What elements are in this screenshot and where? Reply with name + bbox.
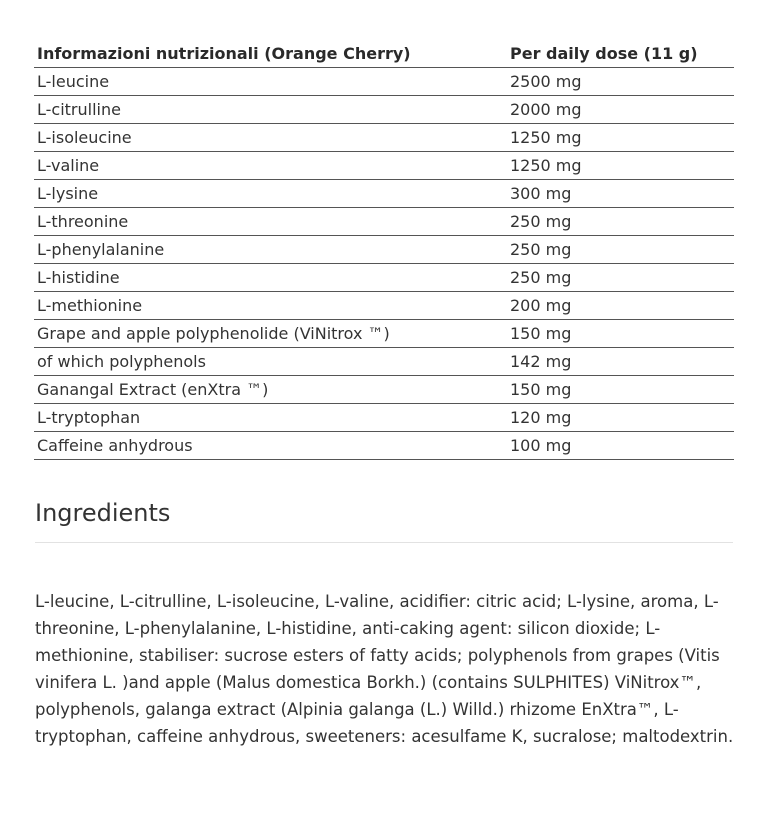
table-row [34, 208, 734, 236]
table-row [34, 376, 734, 404]
nutrient-name: L-isoleucine [34, 124, 507, 152]
nutrient-amount: 200 mg [507, 292, 734, 320]
table-row [34, 124, 734, 152]
nutrient-amount: 250 mg [507, 208, 734, 236]
nutrient-name: L-phenylalanine [34, 236, 507, 264]
table-row [34, 180, 734, 208]
nutrient-name: L-methionine [34, 292, 507, 320]
column-header-dose: Per daily dose (11 g) [507, 40, 734, 68]
table-row [34, 264, 734, 292]
nutrient-amount: 120 mg [507, 404, 734, 432]
nutrient-name: L-valine [34, 152, 507, 180]
nutrient-name: Ganangal Extract (enXtra ™) [34, 376, 507, 404]
table-row [34, 152, 734, 180]
nutrition-table [34, 40, 734, 460]
table-row [34, 432, 734, 460]
nutrient-amount: 250 mg [507, 236, 734, 264]
nutrient-amount: 100 mg [507, 432, 734, 460]
section-divider [35, 542, 733, 543]
table-row [34, 68, 734, 96]
nutrient-name: L-citrulline [34, 96, 507, 124]
column-header-nutrient: Informazioni nutrizionali (Orange Cherry) [34, 40, 507, 68]
nutrient-name: L-leucine [34, 68, 507, 96]
nutrient-name: L-lysine [34, 180, 507, 208]
table-row [34, 320, 734, 348]
nutrient-amount: 1250 mg [507, 152, 734, 180]
nutrient-amount: 2000 mg [507, 96, 734, 124]
nutrient-amount: 150 mg [507, 320, 734, 348]
nutrient-name: L-threonine [34, 208, 507, 236]
table-header-row [34, 40, 734, 68]
nutrient-name: of which polyphenols [34, 348, 507, 376]
nutrient-name: L-histidine [34, 264, 507, 292]
nutrient-amount: 150 mg [507, 376, 734, 404]
nutrient-amount: 142 mg [507, 348, 734, 376]
ingredients-text: L-leucine, L-citrulline, L-isoleucine, L-valine, acidifier: citric acid; L-lysine, aroma, L-threonine, L-phenylalanine, L-histidine, anti-caking agent: silicon dioxide; L-methionine, stabiliser: sucrose esters of fatty acids; polyphenols from grapes (Vitis vinifera L. )and apple (Malus domestica Borkh.) (contains SULPHITES) ViNitrox™, polyphenols, galanga extract (Alpinia galanga (L.) Willd.) rhizome EnXtra™, L-tryptophan, caffeine anhydrous, sweeteners: acesulfame K, sucralose; maltodextrin. [35, 592, 734, 746]
nutrient-amount: 1250 mg [507, 124, 734, 152]
table-row [34, 292, 734, 320]
table-row [34, 96, 734, 124]
nutrient-name: L-tryptophan [34, 404, 507, 432]
table-row [34, 404, 734, 432]
ingredients-heading: Ingredients [35, 499, 171, 527]
nutrient-amount: 300 mg [507, 180, 734, 208]
nutrient-amount: 2500 mg [507, 68, 734, 96]
table-row [34, 236, 734, 264]
nutrient-name: Caffeine anhydrous [34, 432, 507, 460]
nutrient-amount: 250 mg [507, 264, 734, 292]
table-row [34, 348, 734, 376]
nutrient-name: Grape and apple polyphenolide (ViNitrox ™) [34, 320, 507, 348]
